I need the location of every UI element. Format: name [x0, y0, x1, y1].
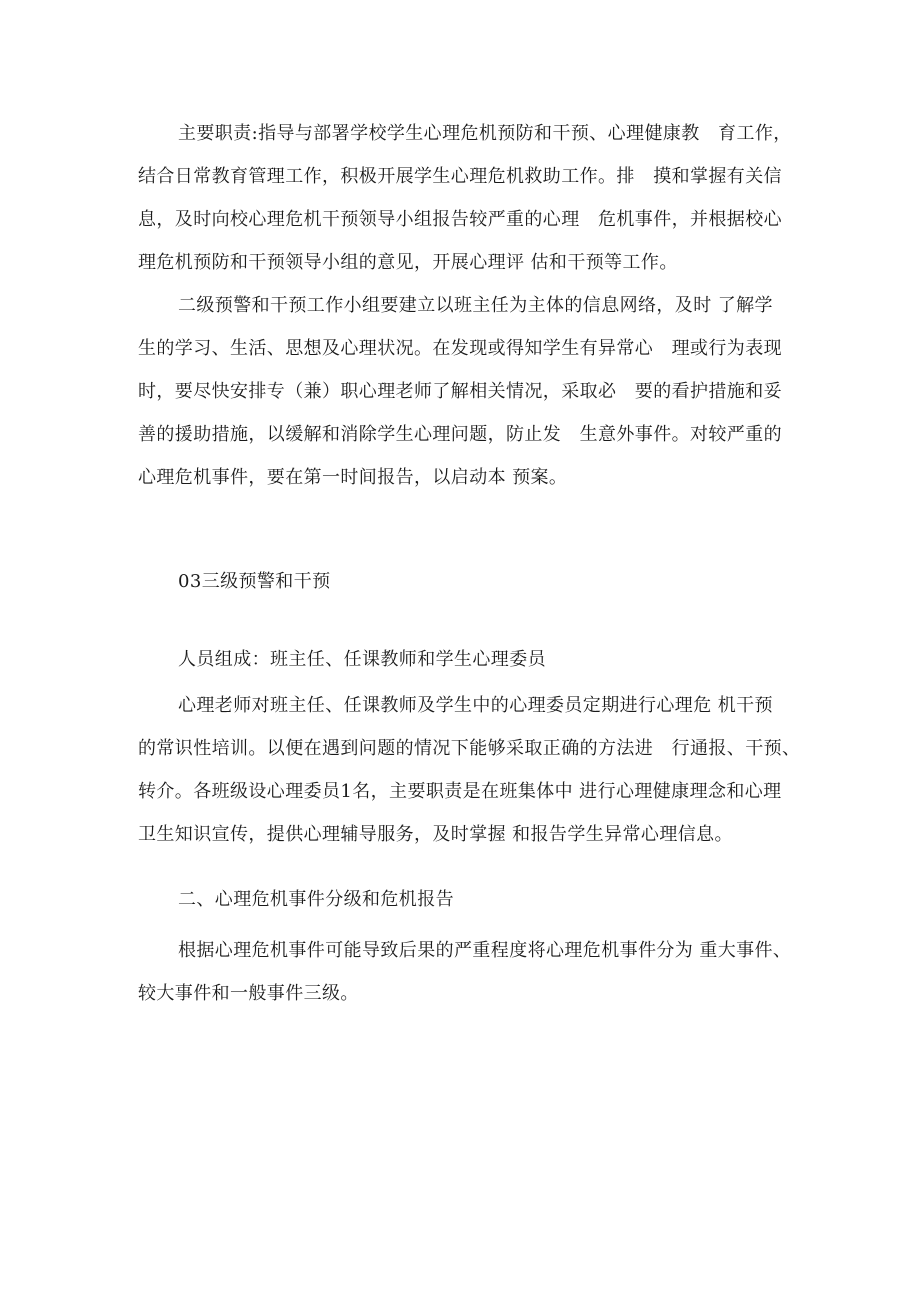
paragraph-classification: [138, 929, 792, 1015]
text-line: 人员组成：班主任、任课教师和学生心理委员: [178, 649, 546, 670]
text-line: 二级预警和干预工作小组要建立以班主任为主体的信息网络，及时 了解学: [178, 295, 773, 316]
text-line: 结合日常教育管理工作，积极开展学生心理危机救助工作。排 摸和掌握有关信: [138, 166, 782, 187]
text-line: 生的学习、生活、思想及心理状况。在发现或得知学生有异常心 理或行为表现: [138, 338, 782, 359]
paragraph-training: [138, 684, 801, 856]
text-line: 转介。各班级设心理委员1名，主要职责是在班集体中 进行心理健康理念和心理: [138, 781, 782, 802]
text-line: 的常识性培训。以便在遇到问题的情况下能够采取正确的方法进 行通报、干预、: [138, 738, 801, 759]
text-line: 理危机预防和干预领导小组的意见，开展心理评 估和干预等工作。: [138, 252, 678, 273]
text-line: 息，及时向校心理危机干预领导小组报告较严重的心理 危机事件，并根据校心: [138, 209, 782, 230]
text-line: 主要职责:指导与部署学校学生心理危机预防和干预、心理健康教 育工作，: [178, 123, 792, 144]
text-line: 较大事件和一般事件三级。: [138, 983, 359, 1004]
text-line: 时，要尽快安排专（兼）职心理老师了解相关情况，采取必 要的看护措施和妥: [138, 381, 782, 402]
text-line: 善的援助措施，以缓解和消除学生心理问题，防止发 生意外事件。对较严重的: [138, 424, 782, 445]
section-heading: 03三级预警和干预: [178, 571, 331, 592]
heading-third-level-warning: [138, 560, 788, 603]
text-line: 根据心理危机事件可能导致后果的严重程度将心理危机事件分为 重大事件、: [178, 940, 792, 961]
text-line: 心理老师对班主任、任课教师及学生中的心理委员定期进行心理危 机干预: [178, 695, 773, 716]
text-line: 心理危机事件，要在第一时间报告，以启动本 预案。: [138, 467, 568, 488]
paragraph-personnel: [138, 638, 788, 681]
text-line: 卫生知识宣传，提供心理辅导服务，及时掌握 和报告学生异常心理信息。: [138, 824, 733, 845]
heading-crisis-classification: [138, 878, 788, 921]
section-heading: 二、心理危机事件分级和危机报告: [178, 889, 454, 910]
paragraph-second-level-warning: [138, 284, 788, 499]
paragraph-main-duties: [138, 112, 792, 284]
